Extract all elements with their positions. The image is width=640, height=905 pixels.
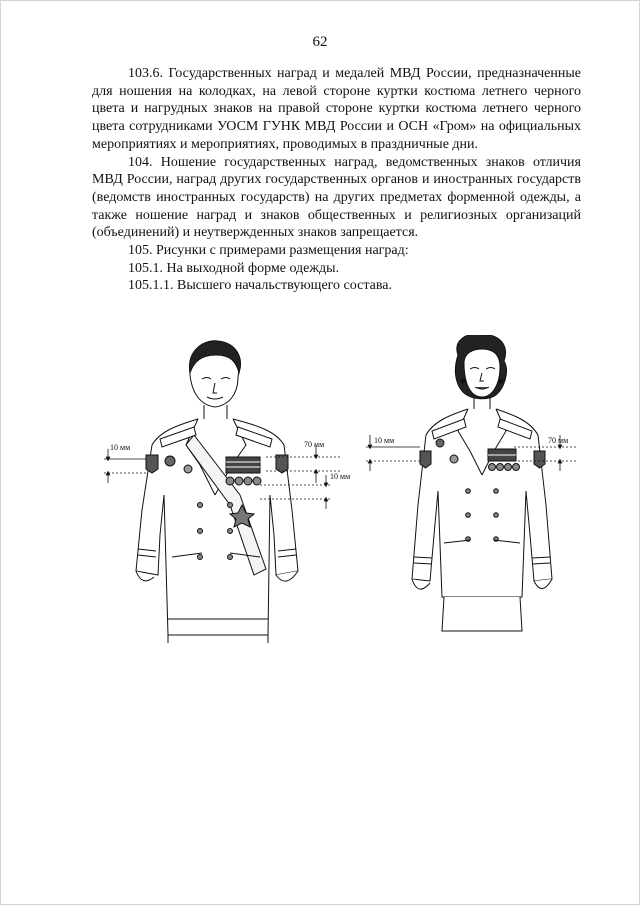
female-medal-bars [488, 449, 520, 471]
page-number: 62 [312, 34, 328, 50]
female-dim-right-label: 70 мм [548, 436, 569, 445]
male-officer-figure [136, 341, 298, 643]
female-head [455, 335, 506, 399]
female-jacket [412, 409, 552, 597]
male-dim-lower-label: 10 мм [330, 472, 351, 481]
paragraph-105-1: 105.1. На выходной форме одежды. [128, 260, 340, 276]
paragraph-104: 104. Ношение государственных наград, ведомственных знаков отличия МВД России, наград других государственных органов и иностранных государств (ведомств иностранных государств) на других предметах форменной одежды, а также ношение наград и знаков общественных и религиозных организаций (объединений) и неутвержденных знаков запрещается. [92, 154, 581, 241]
document-body [92, 65, 581, 295]
paragraph-105-1-1: 105.1.1. Высшего начальствующего состава. [128, 278, 392, 294]
female-dim-left-label: 10 мм [374, 436, 395, 445]
male-dim-right-label: 70 мм [304, 440, 325, 449]
male-jacket [136, 419, 298, 635]
paragraph-103-6: 103.6. Государственных наград и медалей МВД России, предназначенные для ношения на колодках, на левой стороне куртки костюма летнего черного цвета и нагрудных знаков на правой стороне куртки костюма летнего черного цвета сотрудниками УОСМ ГУНК МВД России и ОСН «Гром» на официальных мероприятиях и мероприятиях, проводимых в праздничные дни. [92, 66, 581, 152]
illustrations-canvas [90, 335, 590, 645]
male-dim-left-label: 10 мм [110, 443, 131, 452]
male-dimension-left [104, 449, 146, 483]
male-head [189, 341, 240, 407]
female-officer-figure [412, 335, 552, 631]
paragraph-105: 105. Рисунки с примерами размещения наград: [128, 243, 409, 259]
uniform-illustrations [90, 335, 590, 645]
